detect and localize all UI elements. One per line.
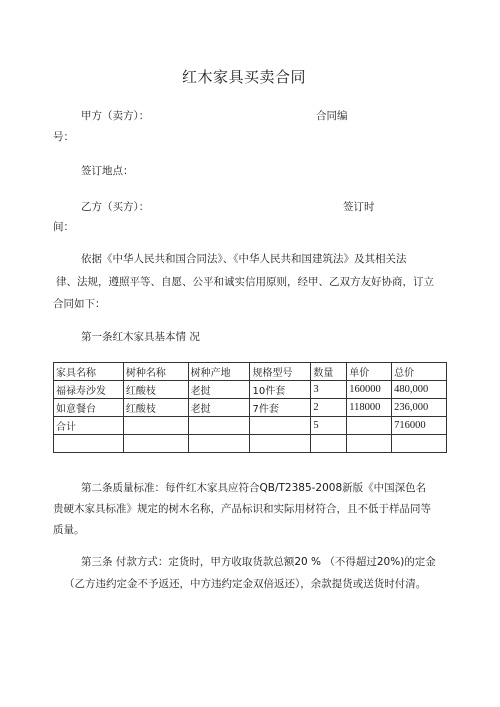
intro-line-3: 合同如下： xyxy=(53,298,106,310)
table-cell: 160000 xyxy=(347,381,392,399)
table-header-cell: 总价 xyxy=(392,363,447,381)
table-cell xyxy=(123,417,188,435)
table-cell xyxy=(392,435,447,453)
table-total-row xyxy=(54,417,447,435)
table-cell: 5 xyxy=(311,417,347,435)
table-header-cell: 树种产地 xyxy=(188,363,250,381)
contract-number-label: 合同编 xyxy=(316,110,348,122)
table-cell: 福禄寿沙发 xyxy=(54,381,124,399)
table-cell: 老挝 xyxy=(188,399,250,417)
table-cell: 如意餐台 xyxy=(54,399,124,417)
table-row xyxy=(54,399,447,417)
table-cell: 老挝 xyxy=(188,381,250,399)
contract-number-label-cont: 号： xyxy=(53,131,74,143)
furniture-table xyxy=(53,362,447,453)
party-b-label: 乙方（买方）： xyxy=(81,201,150,213)
article-2-line-3: 质量。 xyxy=(53,524,85,536)
intro-line-2: 律、法规，遵照平等、自愿、公平和诚实信用原则，经甲、乙双方友好协商，订立 xyxy=(56,276,434,288)
table-header-cell: 单价 xyxy=(347,363,392,381)
contract-title: 红木家具买卖合同 xyxy=(182,68,307,86)
table-header-row xyxy=(54,363,447,381)
sign-time-label-cont: 间： xyxy=(53,221,74,233)
party-a-label: 甲方（卖方）： xyxy=(81,110,150,122)
sign-place-label: 签订地点： xyxy=(81,165,134,177)
article-3-line-2: （乙方违约定金不予返还，中方违约定金双倍返还），余款提货或送货时付清。 xyxy=(64,578,427,590)
table-header-cell: 数量 xyxy=(311,363,347,381)
table-cell xyxy=(311,435,347,453)
table-cell xyxy=(123,435,188,453)
sign-time-label: 签订时 xyxy=(343,201,375,213)
table-cell: 红酸枝 xyxy=(123,399,188,417)
table-cell xyxy=(188,417,250,435)
table-header-cell: 规格型号 xyxy=(250,363,311,381)
table-cell: 3 xyxy=(311,381,347,399)
table-cell: 118000 xyxy=(347,399,392,417)
table-row xyxy=(54,435,447,453)
table-cell xyxy=(347,417,392,435)
intro-line-1: 依据《中华人民共和国合同法》、《中华人民共和国建筑法》及其相关法 xyxy=(81,253,407,265)
article-2-line-1: 第二条质量标准：每件红木家具应符合QB/T2385-2008新版《中国深色名 xyxy=(81,482,427,494)
table-cell xyxy=(250,417,311,435)
table-cell: 7件套 xyxy=(250,399,311,417)
table-header-cell: 家具名称 xyxy=(54,363,124,381)
table-cell xyxy=(188,435,250,453)
table-cell: 合计 xyxy=(54,417,124,435)
table-cell: 480,000 xyxy=(392,381,447,399)
table-cell: 2 xyxy=(311,399,347,417)
table-cell xyxy=(250,435,311,453)
table-header-cell: 树种名称 xyxy=(123,363,188,381)
article-1-heading: 第一条红木家具基本情 况 xyxy=(81,331,200,343)
article-3-line-1: 第三条 付款方式：定货时，甲方收取货款总额20 % （不得超过20%)的定金 xyxy=(81,556,436,568)
article-2-line-2: 贵硬木家具标准》规定的树木名称，产品标识和实际用材符合，且不低于样品同等 xyxy=(53,503,431,515)
table-cell: 236,000 xyxy=(392,399,447,417)
table-cell: 10件套 xyxy=(250,381,311,399)
table-cell xyxy=(347,435,392,453)
table-row xyxy=(54,381,447,399)
table-cell: 716000 xyxy=(392,417,447,435)
table-cell xyxy=(54,435,124,453)
table-cell: 红酸枝 xyxy=(123,381,188,399)
